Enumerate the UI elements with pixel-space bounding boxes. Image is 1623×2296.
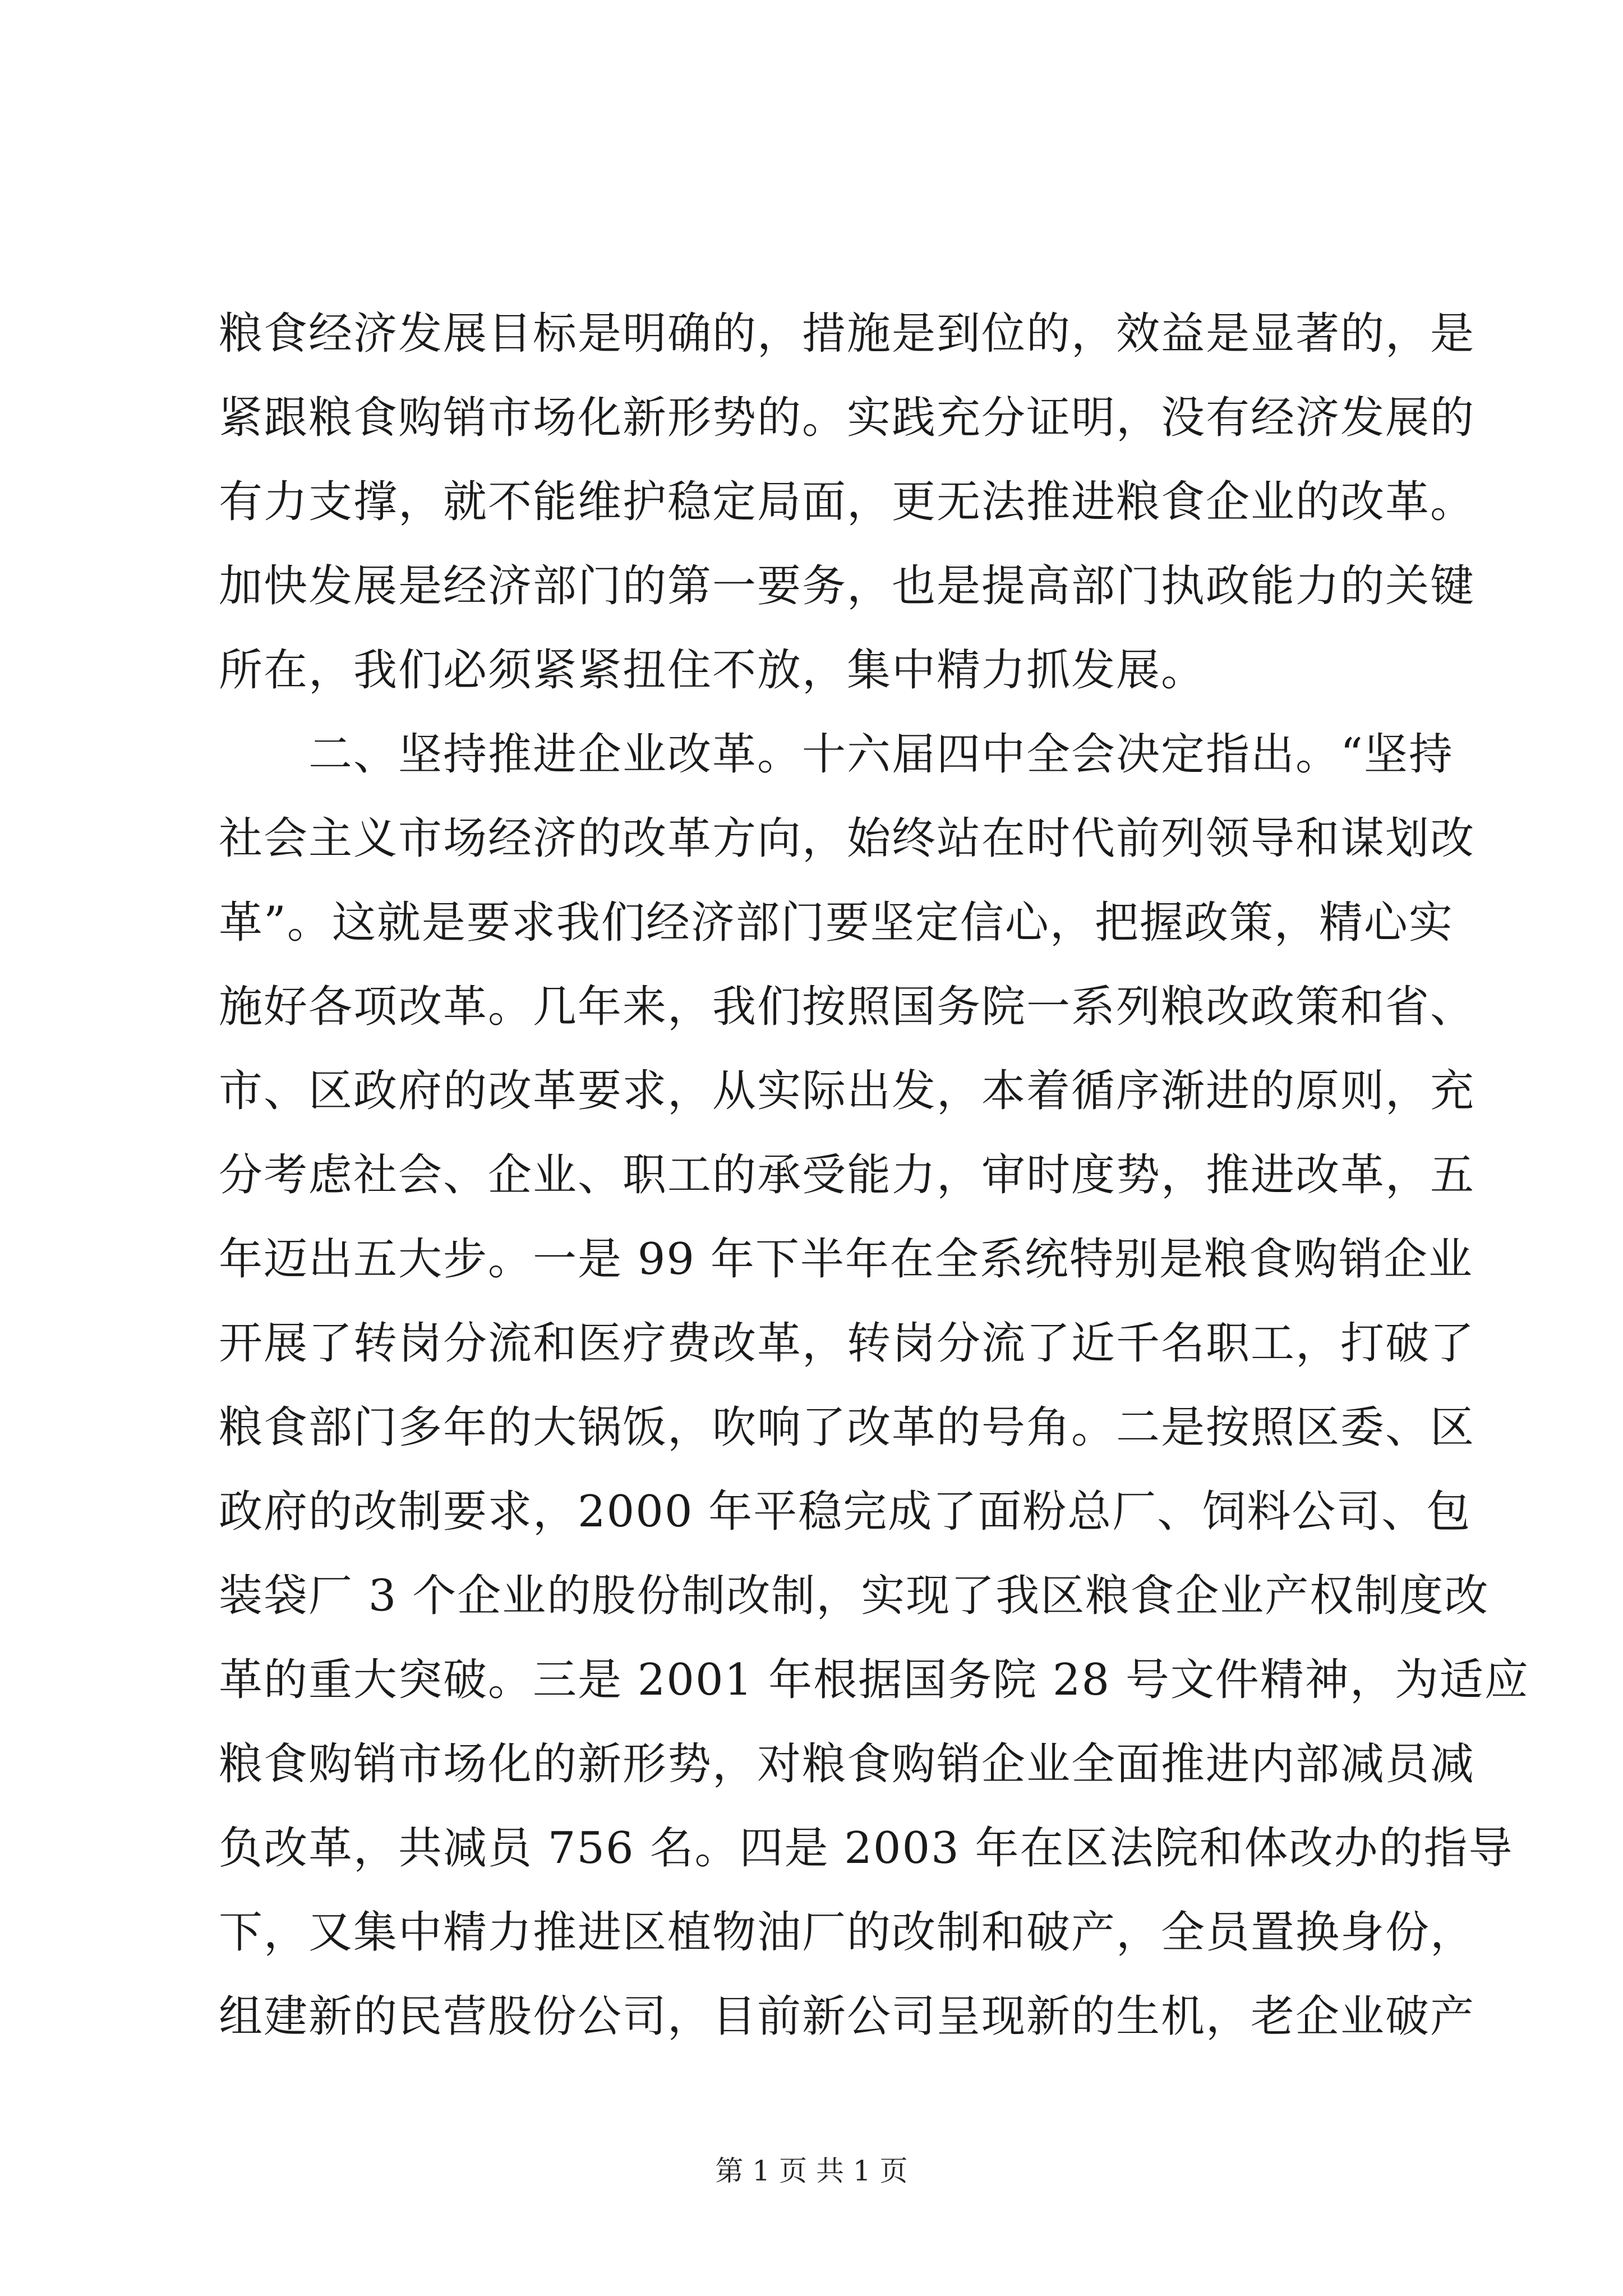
text-line: 装袋厂 3 个企业的股份制改制，实现了我区粮食企业产权制度改	[219, 1571, 1490, 1621]
text-line: 市、区政府的改革要求，从实际出发，本着循序渐进的原则，充	[219, 1066, 1476, 1116]
text-line: 下，又集中精力推进区植物油厂的改制和破产，全员置换身份，	[219, 1907, 1476, 1958]
text-line: 革的重大突破。三是 2001 年根据国务院 28 号文件精神，为适应	[219, 1655, 1529, 1705]
text-line: 紧跟粮食购销市场化新形势的。实践充分证明，没有经济发展的	[219, 393, 1476, 443]
text-line: 施好各项改革。几年来，我们按照国务院一系列粮改政策和省、	[219, 982, 1476, 1032]
text-line: 有力支撑，就不能维护稳定局面，更无法推进粮食企业的改革。	[219, 477, 1476, 527]
text-line: 负改革，共减员 756 名。四是 2003 年在区法院和体改办的指导	[219, 1823, 1514, 1874]
text-line: 粮食经济发展目标是明确的，措施是到位的，效益是显著的，是	[219, 309, 1476, 359]
text-line: 社会主义市场经济的改革方向，始终站在时代前列领导和谋划改	[219, 813, 1476, 864]
text-line: 政府的改制要求，2000 年平稳完成了面粉总厂、饲料公司、包	[219, 1487, 1472, 1537]
text-line: 二、坚持推进企业改革。十六届四中全会决定指出。“坚持	[219, 729, 1454, 780]
body-text	[219, 292, 1529, 2059]
text-line: 粮食购销市场化的新形势，对粮食购销企业全面推进内部减员减	[219, 1739, 1476, 1789]
text-line: 革”。这就是要求我们经济部门要坚定信心，把握政策，精心实	[219, 898, 1454, 948]
text-line: 所在，我们必须紧紧扭住不放，集中精力抓发展。	[219, 645, 1206, 696]
page-footer: 第 1 页 共 1 页	[715, 2155, 908, 2187]
text-line: 年迈出五大步。一是 99 年下半年在全系统特别是粮食购销企业	[219, 1234, 1473, 1285]
text-line: 开展了转岗分流和医疗费改革，转岗分流了近千名职工，打破了	[219, 1318, 1476, 1369]
text-line: 组建新的民营股份公司，目前新公司呈现新的生机，老企业破产	[219, 1991, 1476, 2042]
text-line: 粮食部门多年的大锅饭，吹响了改革的号角。二是按照区委、区	[219, 1402, 1476, 1453]
text-line: 加快发展是经济部门的第一要务，也是提高部门执政能力的关键	[219, 561, 1476, 611]
text-line: 分考虑社会、企业、职工的承受能力，审时度势，推进改革，五	[219, 1150, 1476, 1200]
